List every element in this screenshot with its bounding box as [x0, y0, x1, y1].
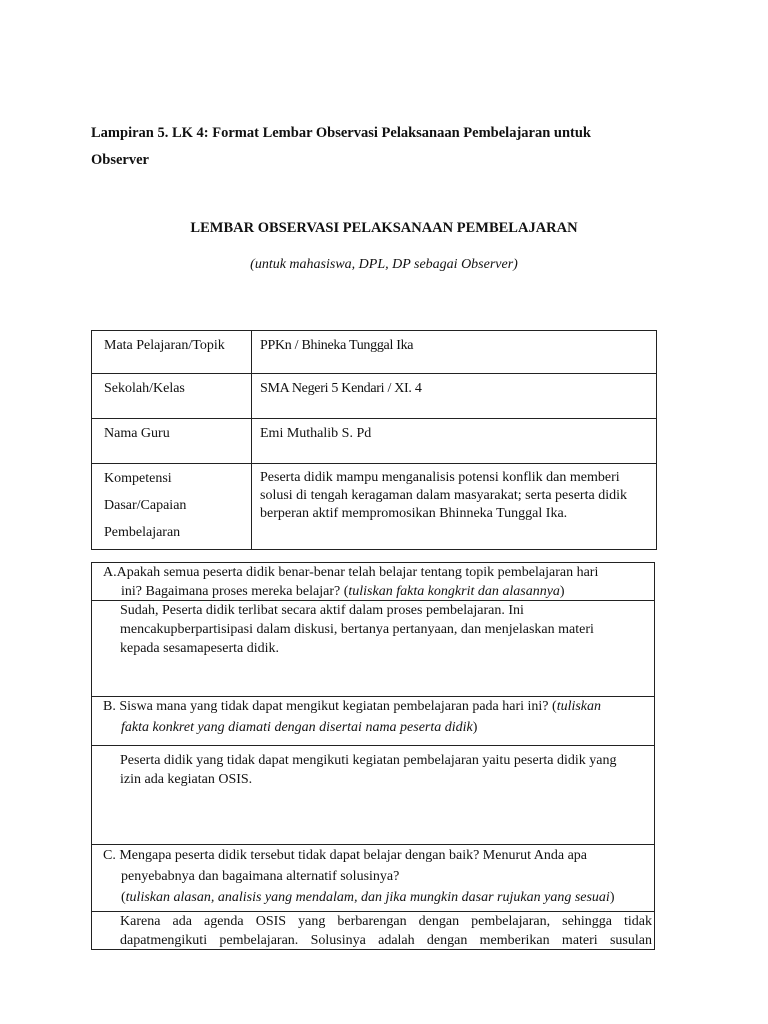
section-b-answer-line2: izin ada kegiatan OSIS. [120, 772, 253, 787]
section-b-question-instruction-start: tuliskan [556, 699, 602, 714]
section-c-question-open: ( [121, 890, 126, 905]
section-c [91, 844, 655, 950]
section-b-question-line2 [103, 717, 648, 738]
info-row-mapel [92, 331, 657, 374]
kompetensi-label [92, 464, 252, 550]
kompetensi-label-line1: Kompetensi [104, 471, 172, 486]
guru-label: Nama Guru [92, 419, 252, 464]
section-a-question-text: ini? Bagaimana proses mereka belajar? ( [121, 584, 349, 599]
mapel-label: Mata Pelajaran/Topik [92, 331, 252, 374]
sekolah-value: SMA Negeri 5 Kendari / XI. 4 [252, 374, 657, 419]
document-title: LEMBAR OBSERVASI PELAKSANAAN PEMBELAJARAN [190, 220, 578, 236]
section-c-question [92, 844, 654, 912]
info-row-kompetensi [92, 464, 657, 550]
section-b-question [92, 696, 654, 746]
guru-value: Emi Muthalib S. Pd [252, 419, 657, 464]
section-a-answer-line1: Sudah, Peserta didik terlibat secara aktif dalam proses pembelajaran. Ini [120, 603, 524, 618]
section-a-question-close: ) [559, 584, 565, 599]
section-b-answer-line1: Peserta didik yang tidak dapat mengikuti kegiatan pembelajaran yaitu peserta didik yang [120, 753, 617, 768]
section-c-question-close: ) [609, 890, 615, 905]
section-c-question-instruction: tuliskan alasan, analisis yang mendalam, dan jika mungkin dasar rujukan yang sesuai [125, 890, 610, 905]
section-b [91, 696, 655, 845]
section-b-question-instruction: fakta konkret yang diamati dengan disertai nama peserta didik [121, 720, 473, 735]
appendix-heading-line2: Observer [91, 152, 149, 168]
info-table [91, 330, 657, 550]
section-a-answer-line3: kepada sesamapeserta didik. [120, 641, 279, 656]
section-a-question-line2 [103, 582, 648, 601]
section-c-answer [92, 912, 654, 950]
section-b-answer [92, 746, 654, 789]
section-c-answer-line1: Karena ada agenda OSIS yang berbarengan dengan pembelajaran, sehingga tidak [120, 914, 652, 929]
info-row-sekolah [92, 374, 657, 419]
section-a [91, 562, 655, 697]
section-c-question-line2: penyebabnya dan bagaimana alternatif solusinya? [121, 869, 400, 884]
section-c-question-line3 [103, 887, 648, 908]
info-row-guru [92, 419, 657, 464]
section-c-answer-line2: dapatmengikuti pembelajaran. Solusinya adalah dengan memberikan materi susulan [120, 933, 652, 948]
appendix-heading-line1: Lampiran 5. LK 4: Format Lembar Observasi Pelaksanaan Pembelajaran untuk [91, 125, 591, 141]
kompetensi-label-line2: Dasar/Capaian [104, 498, 187, 513]
section-a-question-line1: A.Apakah semua peserta didik benar-benar telah belajar tentang topik pembelajaran hari [103, 565, 599, 580]
kompetensi-label-line3: Pembelajaran [104, 525, 181, 540]
section-a-answer-line2: mencakupberpartisipasi dalam diskusi, bertanya pertanyaan, dan menjelaskan materi [120, 622, 594, 637]
kompetensi-value: Peserta didik mampu menganalisis potensi konflik dan memberi solusi di tengah keragaman dalam masyarakat; serta peserta didik berperan aktif mempromosikan Bhinneka Tunggal Ika. [252, 464, 657, 550]
sekolah-label: Sekolah/Kelas [92, 374, 252, 419]
appendix-heading [91, 120, 651, 174]
section-a-question [92, 563, 654, 601]
section-a-question-instruction: tuliskan fakta kongkrit dan alasannya [348, 584, 560, 599]
section-a-answer [92, 601, 654, 658]
section-b-question-text: B. Siswa mana yang tidak dapat mengikut kegiatan pembelajaran pada hari ini? ( [103, 699, 557, 714]
document-subtitle: (untuk mahasiswa, DPL, DP sebagai Observer) [250, 257, 518, 272]
mapel-value: PPKn / Bhineka Tunggal Ika [252, 331, 657, 374]
section-b-question-line1 [103, 696, 648, 717]
section-c-question-line1: C. Mengapa peserta didik tersebut tidak dapat belajar dengan baik? Menurut Anda apa [103, 848, 587, 863]
section-b-question-close: ) [472, 720, 478, 735]
